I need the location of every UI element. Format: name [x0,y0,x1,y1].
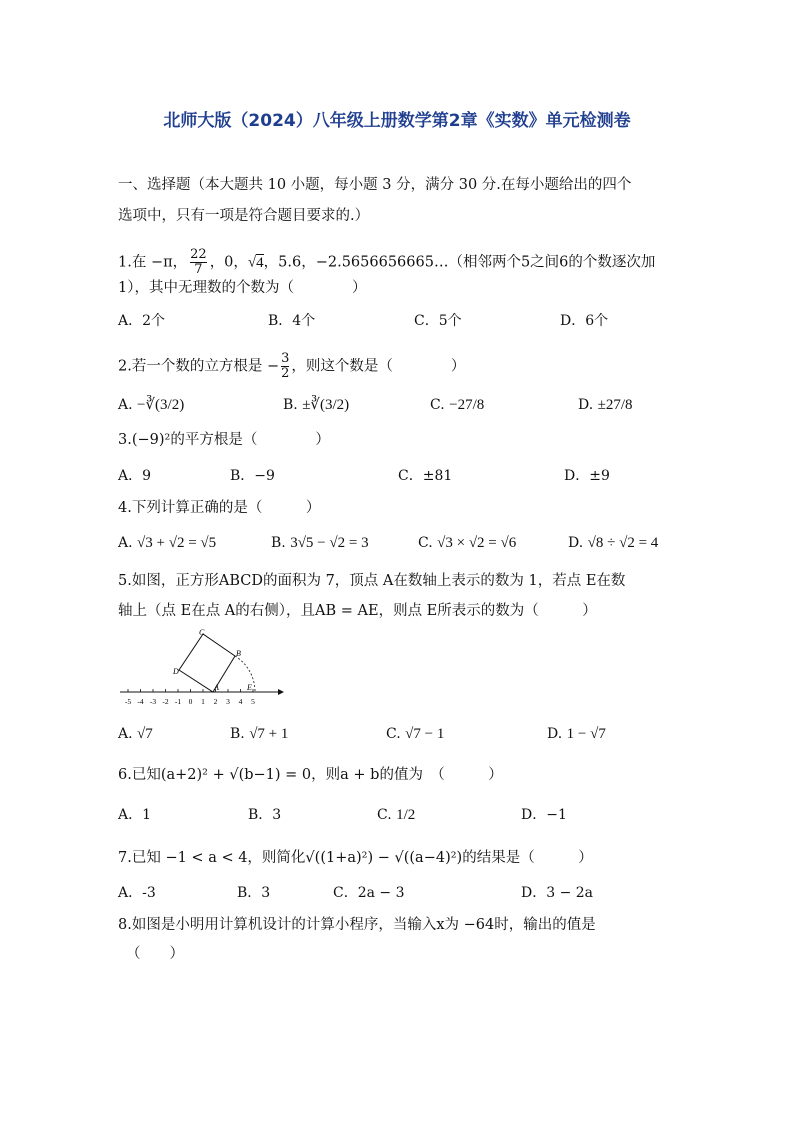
tick-label: -1 [174,697,182,706]
q1-option-c[interactable]: C．5个 [414,313,462,329]
q7-option-a[interactable]: A．-3 [118,885,156,901]
tick-label: -2 [162,697,169,706]
tick-label: 0 [188,697,193,706]
q2-option-c[interactable]: C. −27/8 [430,397,485,413]
tick-label: 3 [226,697,230,706]
fraction-22-7: $\frac{22}{7}$ [190,247,207,277]
question-7-stem: 7.已知 −1 < a < 4，则简化√((1+a)²) − √((a−4)²)的结果是（ ） [118,850,593,866]
q6-option-c[interactable]: C. 1/2 [377,807,416,823]
question-8-stem: 8.如图是小明用计算机设计的计算小程序，当输入x为 −64时，输出的值是 [118,917,596,933]
q5-option-c[interactable]: C. √7 − 1 [386,726,445,742]
question-1-stem-line2: 1），其中无理数的个数为（ ） [118,280,367,296]
q2-option-b[interactable]: B. ±∛(3/2) [283,397,350,413]
question-6-stem: 6.已知(a+2)² + √(b−1) = 0，则a + b的值为 （ ） [118,767,503,783]
section-header-line2: 选项中，只有一项是符合题目要求的.） [118,208,370,224]
sqrt-4: √4 [247,254,264,271]
tick-label: -3 [149,697,157,706]
question-8-stem-line2: （ ） [126,946,184,962]
q6-option-d[interactable]: D．−1 [521,807,567,823]
fraction-3-2: $\frac{3}{2}$ [281,351,290,381]
question-3-stem: 3.(−9)²的平方根是（ ） [118,432,330,448]
q4-option-b[interactable]: B. 3√5 − √2 = 3 [271,535,369,551]
q4-option-c[interactable]: C. √3 × √2 = √6 [418,535,517,551]
question-2-stem: 2.若一个数的立方根是 − $\frac{3}{2}$ ，则这个数是（ ） [118,351,466,381]
q1-option-a[interactable]: A．2个 [118,313,166,329]
point-label-a: A [214,683,219,692]
question-number: 1. [118,254,132,271]
tick-label: -4 [137,697,144,706]
tick-label: -5 [124,697,132,706]
number-line-figure [118,628,288,710]
q3-option-c[interactable]: C．±81 [398,468,453,484]
q4-option-a[interactable]: A. √3 + √2 = √5 [118,535,217,551]
q1-option-d[interactable]: D．6个 [560,313,609,329]
point-label-b: B [236,649,241,658]
point-label-d: D [173,667,179,676]
question-5-stem-line2: 轴上（点 E在点 A的右侧），且AB = AE，则点 E所表示的数为（ ） [118,603,597,619]
q7-option-c[interactable]: C．2a − 3 [333,885,405,901]
point-label-e: E [247,683,252,692]
q7-option-d[interactable]: D．3 − 2a [521,885,594,901]
tick-label: 2 [213,697,218,706]
q3-option-d[interactable]: D．±9 [564,468,610,484]
q2-option-d[interactable]: D. ±27/8 [578,397,633,413]
question-5-stem: 5.如图，正方形ABCD的面积为 7，顶点 A在数轴上表示的数为 1，若点 E在数 [118,573,626,589]
tick-label: 1 [201,697,205,706]
q5-option-a[interactable]: A. √7 [118,726,153,742]
q2-option-a[interactable]: A. −∛(3/2) [118,397,185,413]
tick-label: 5 [251,697,255,706]
question-4-stem: 4.下列计算正确的是（ ） [118,500,321,516]
q6-option-b[interactable]: B．3 [248,807,282,823]
q1-option-b[interactable]: B．4个 [268,313,316,329]
q5-option-d[interactable]: D. 1 − √7 [547,726,606,742]
point-label-c: C [199,628,205,637]
section-header-line1: 一、选择题（本大题共 10 小题，每小题 3 分，满分 30 分.在每小题给出的四个 [118,177,632,193]
q6-option-a[interactable]: A．1 [118,807,152,823]
page-title: 北师大版（2024）八年级上册数学第2章《实数》单元检测卷 [163,111,631,131]
q3-option-b[interactable]: B．−9 [230,468,275,484]
q5-option-b[interactable]: B. √7 + 1 [230,726,289,742]
tick-label: 4 [238,697,243,706]
q4-option-d[interactable]: D. √8 ÷ √2 = 4 [568,535,659,551]
q3-option-a[interactable]: A．9 [118,468,152,484]
question-1-stem: 1.在 −π， $\frac{22}{7}$ ，0，√4，5.6，−2.5656656665…（相邻两个5之间6的个数逐次加 [118,247,656,277]
q7-option-b[interactable]: B．3 [237,885,271,901]
